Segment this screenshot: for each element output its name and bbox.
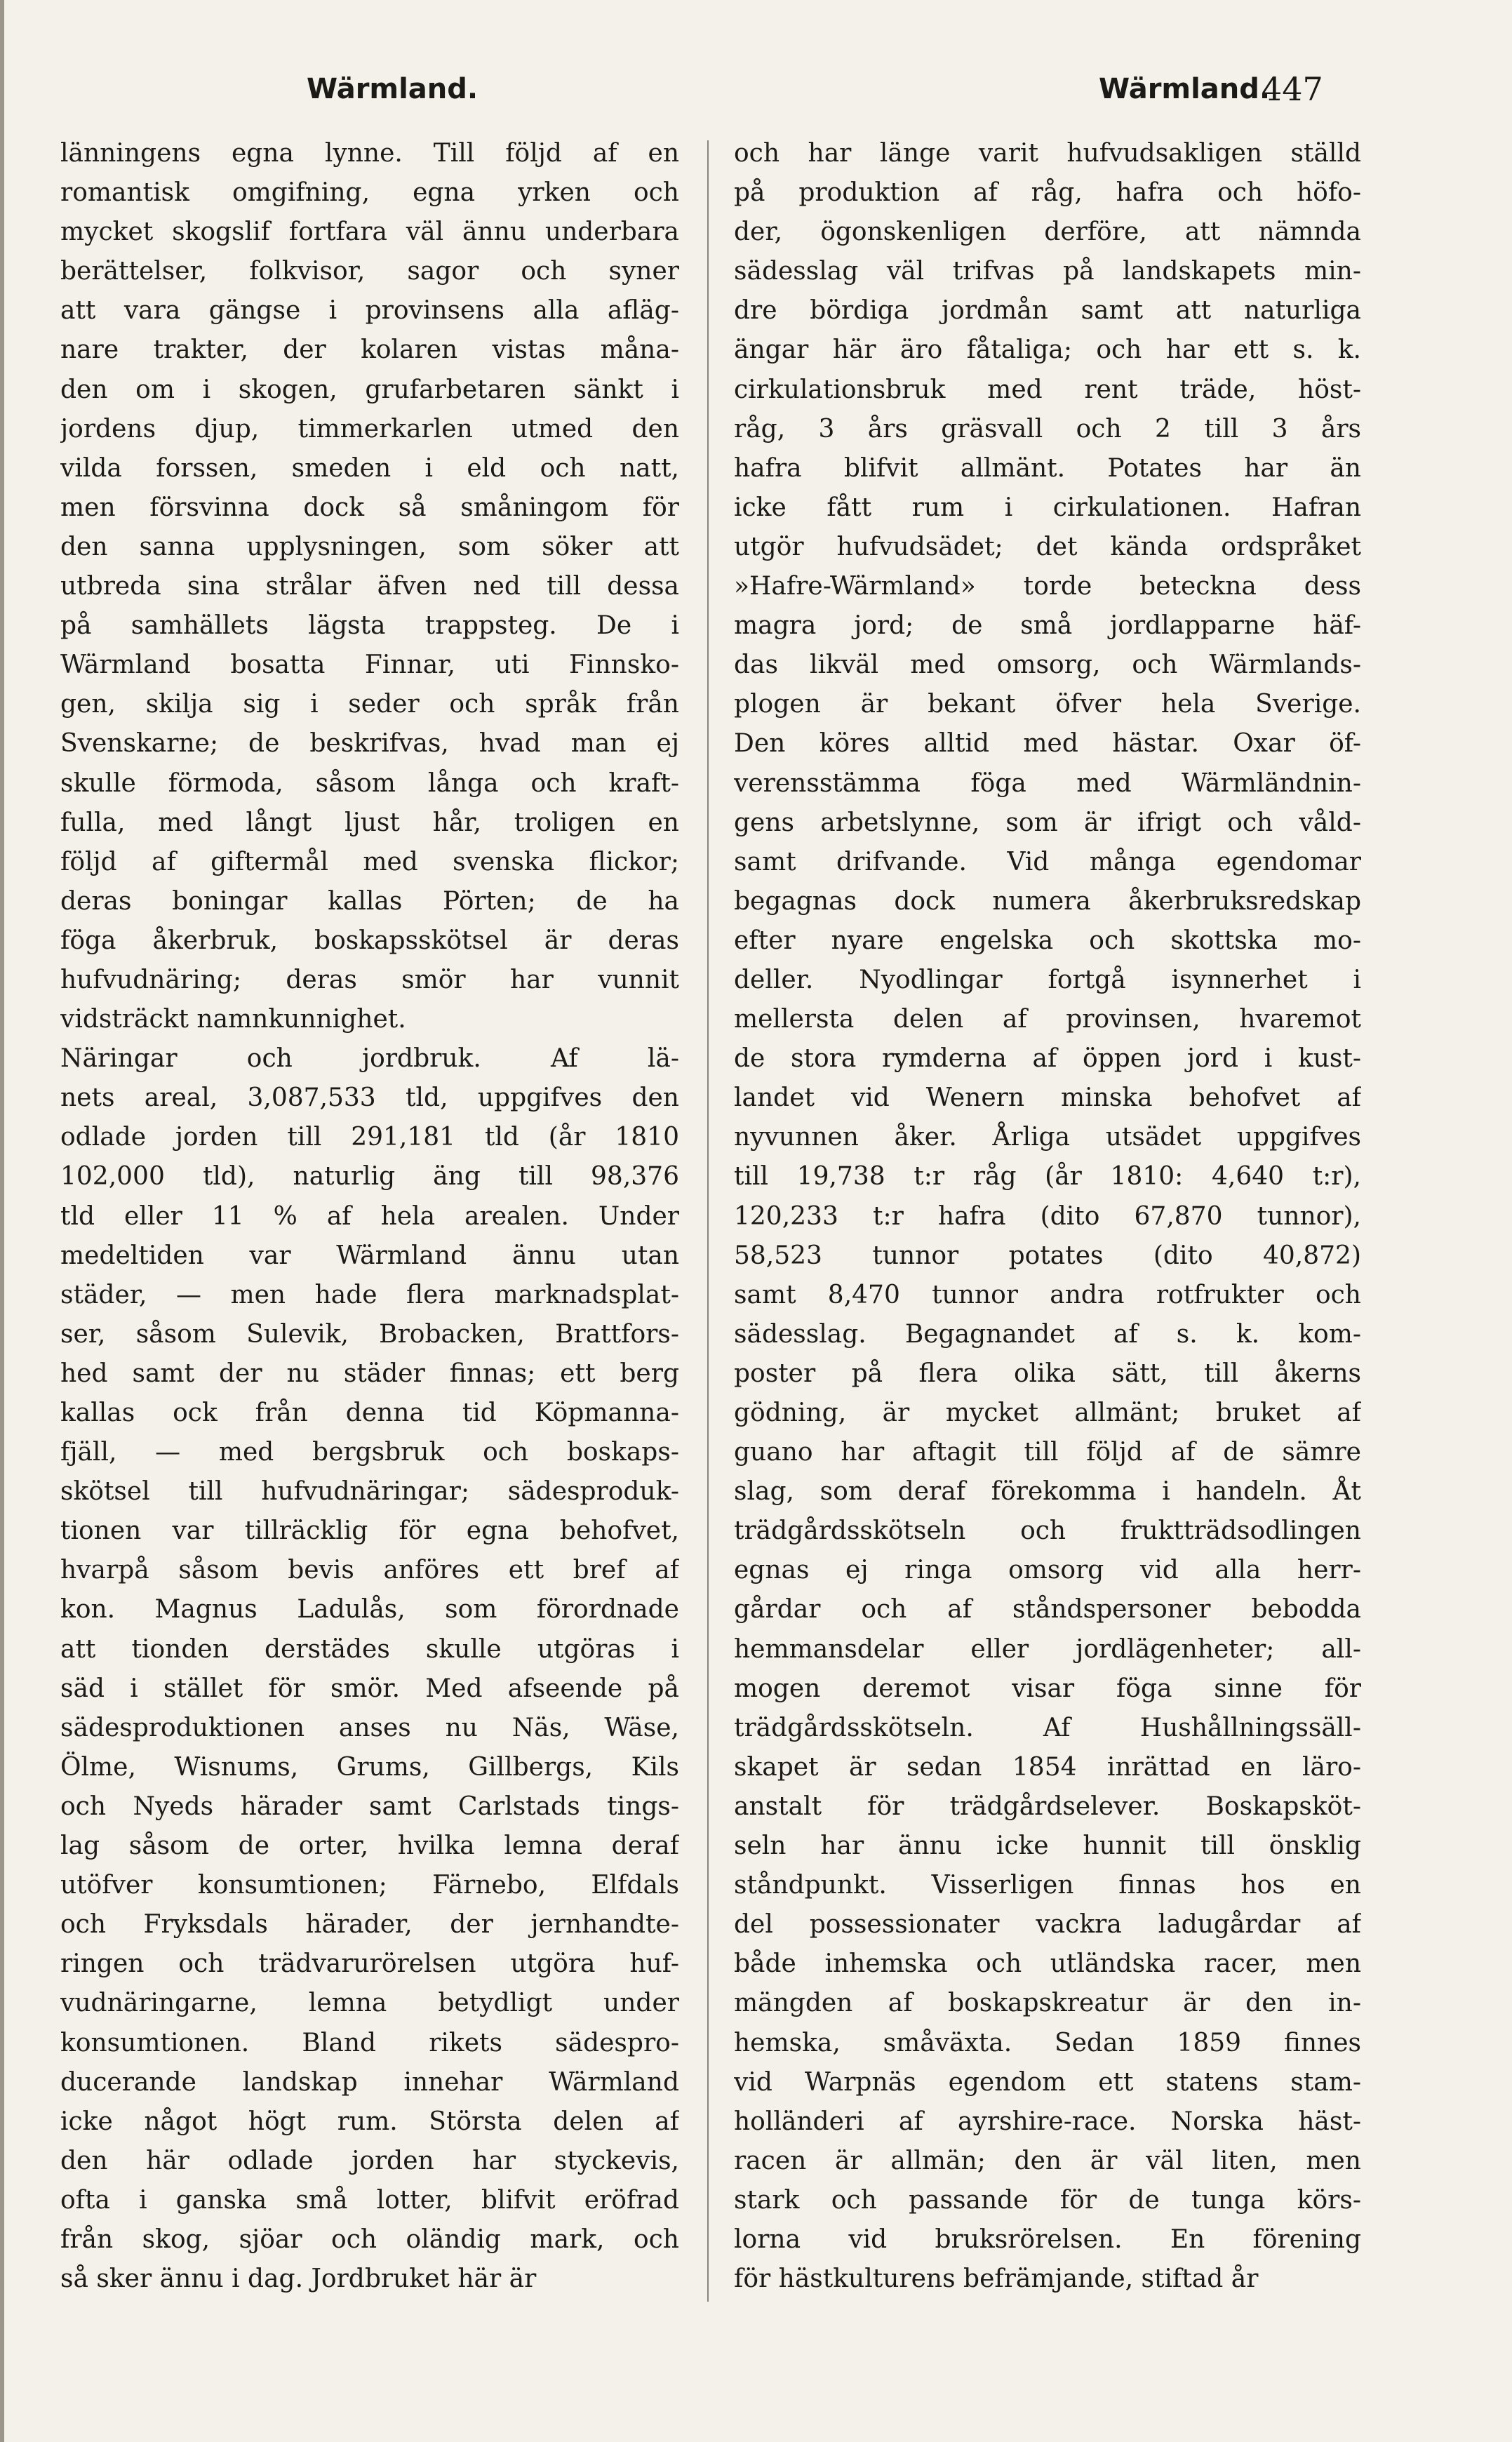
running-head-left: Wärmland. xyxy=(307,73,479,105)
text-line: begagnas dock numera åkerbruksredskap xyxy=(734,886,1361,916)
text-line: guano har aftagit till följd af de sämre xyxy=(734,1438,1361,1467)
text-line: nyvunnen åker. Årliga utsädet uppgifves xyxy=(734,1123,1361,1152)
text-line: och Fryksdals härader, der jernhandte- xyxy=(60,1910,679,1940)
text-line: ofta i ganska små lotter, blifvit eröfrad xyxy=(60,2185,679,2215)
text-line: ängar här äro fåtaliga; och har ett s. k. xyxy=(734,335,1361,365)
text-line: mogen deremot visar föga sinne för xyxy=(734,1674,1361,1703)
text-line: odlade jorden till 291,181 tld (år 1810 xyxy=(60,1123,679,1152)
text-line: gårdar och af ståndspersoner bebodda xyxy=(734,1595,1361,1624)
text-line: magra jord; de små jordlapparne häf- xyxy=(734,611,1361,641)
text-line: Näringar och jordbruk. Af lä- xyxy=(60,1044,679,1074)
text-line: Den köres alltid med hästar. Oxar öf- xyxy=(734,729,1361,759)
text-line: hafra blifvit allmänt. Potates har än xyxy=(734,453,1361,483)
text-line: gödning, är mycket allmänt; bruket af xyxy=(734,1399,1361,1427)
text-line: romantisk omgifning, egna yrken och xyxy=(60,178,679,208)
left-text-column xyxy=(60,134,679,2309)
text-line: säd i stället för smör. Med afseende på xyxy=(60,1674,679,1703)
text-line: hemmansdelar eller jordlägenheter; all- xyxy=(734,1634,1361,1664)
text-line: sädesslag väl trifvas på landskapets min- xyxy=(734,257,1361,286)
text-line: ducerande landskap innehar Wärmland xyxy=(60,2067,679,2097)
page-number: 447 xyxy=(1262,70,1323,108)
text-line: både inhemska och utländska racer, men xyxy=(734,1949,1361,1979)
text-line: så sker ännu i dag. Jordbruket här är xyxy=(60,2264,537,2294)
text-line: de stora rymderna af öppen jord i kust- xyxy=(734,1044,1361,1074)
text-line: till 19,738 t:r råg (år 1810: 4,640 t:r), xyxy=(734,1162,1361,1192)
text-line: den sanna upplysningen, som söker att xyxy=(60,532,679,561)
text-line: på samhällets lägsta trappsteg. De i xyxy=(60,611,679,641)
text-line: jordens djup, timmerkarlen utmed den xyxy=(60,414,679,443)
text-line: för hästkulturens befrämjande, stiftad år xyxy=(734,2264,1259,2294)
text-line: länningens egna lynne. Till följd af en xyxy=(60,139,679,168)
text-line: och Nyeds härader samt Carlstads tings- xyxy=(60,1792,679,1821)
text-line: tld eller 11 % af hela arealen. Under xyxy=(60,1201,679,1231)
text-line: hemska, småväxta. Sedan 1859 finnes xyxy=(734,2028,1361,2057)
text-line: skötsel till hufvudnäringar; sädesproduk- xyxy=(60,1477,679,1507)
text-line: fulla, med långt ljust hår, troligen en xyxy=(60,808,679,837)
text-line: der, ögonskenligen derföre, att nämnda xyxy=(734,218,1361,247)
page-edge-shadow xyxy=(0,0,4,2442)
text-line: del possessionater vackra ladugårdar af xyxy=(734,1910,1361,1940)
text-line: att vara gängse i provinsens alla afläg- xyxy=(60,296,679,326)
text-line: 120,233 t:r hafra (dito 67,870 tunnor), xyxy=(734,1201,1361,1231)
text-line: deras boningar kallas Pörten; de ha xyxy=(60,886,679,916)
text-line: »Hafre-Wärmland» torde beteckna dess xyxy=(734,572,1361,601)
text-line: poster på flera olika sätt, till åkerns xyxy=(734,1359,1361,1388)
text-line: anstalt för trädgårdselever. Boskapsköt- xyxy=(734,1792,1361,1821)
text-line: seln har ännu icke hunnit till önsklig xyxy=(734,1832,1361,1861)
text-line: ringen och trädvarurörelsen utgöra huf- xyxy=(60,1949,679,1979)
text-line: Svenskarne; de beskrifvas, hvad man ej xyxy=(60,729,679,759)
right-text-column xyxy=(734,134,1361,2309)
text-line: 58,523 tunnor potates (dito 40,872) xyxy=(734,1241,1361,1270)
text-line: utöfver konsumtionen; Färnebo, Elfdals xyxy=(60,1871,679,1900)
text-line: icke fått rum i cirkulationen. Hafran xyxy=(734,493,1361,522)
text-line: trädgårdsskötseln och fruktträdsodlingen xyxy=(734,1516,1361,1546)
text-line: hvarpå såsom bevis anföres ett bref af xyxy=(60,1556,679,1585)
running-head-right: Wärmland. xyxy=(1099,73,1271,105)
text-line: plogen är bekant öfver hela Sverige. xyxy=(734,690,1361,719)
text-line: vidsträckt namnkunnighet. xyxy=(60,1005,406,1034)
text-line: stark och passande för de tunga körs- xyxy=(734,2185,1361,2215)
text-line: mellersta delen af provinsen, hvaremot xyxy=(734,1005,1361,1034)
text-line: icke något högt rum. Största delen af xyxy=(60,2107,679,2136)
text-line: berättelser, folkvisor, sagor och syner xyxy=(60,257,679,286)
text-line: att tionden derstädes skulle utgöras i xyxy=(60,1634,679,1664)
text-line: trädgårdsskötseln. Af Hushållningssäll- xyxy=(734,1713,1361,1742)
text-line: gen, skilja sig i seder och språk från xyxy=(60,690,679,719)
text-line: racen är allmän; den är väl liten, men xyxy=(734,2146,1361,2175)
text-line: från skog, sjöar och oländig mark, och xyxy=(60,2224,679,2254)
text-line: ser, såsom Sulevik, Brobacken, Brattfors- xyxy=(60,1319,679,1349)
text-line: lorna vid bruksrörelsen. En förening xyxy=(734,2224,1361,2254)
text-line: deller. Nyodlingar fortgå isynnerhet i xyxy=(734,965,1361,994)
text-line: egnas ej ringa omsorg vid alla herr- xyxy=(734,1556,1361,1585)
text-line: och har länge varit hufvudsakligen ställd xyxy=(734,139,1361,168)
text-line: skapet är sedan 1854 inrättad en läro- xyxy=(734,1752,1361,1782)
text-line: gens arbetslynne, som är ifrigt och våld- xyxy=(734,808,1361,837)
text-line: sädesslag. Begagnandet af s. k. kom- xyxy=(734,1319,1361,1349)
column-divider xyxy=(707,140,709,2302)
text-line: Ölme, Wisnums, Grums, Gillbergs, Kils xyxy=(60,1752,679,1782)
text-line: den här odlade jorden har styckevis, xyxy=(60,2146,679,2175)
text-line: tionen var tillräcklig för egna behofvet, xyxy=(60,1516,679,1546)
text-line: mycket skogslif fortfara väl ännu underbara xyxy=(60,218,679,247)
text-line: mängden af boskapskreatur är den in- xyxy=(734,1989,1361,2018)
text-line: följd af giftermål med svenska flickor; xyxy=(60,847,679,876)
text-line: dre bördiga jordmån samt att naturliga xyxy=(734,296,1361,326)
text-line: holländeri af ayrshire-race. Norska häst- xyxy=(734,2107,1361,2136)
text-line: skulle förmoda, såsom långa och kraft- xyxy=(60,768,679,798)
text-line: kon. Magnus Ladulås, som förordnade xyxy=(60,1595,679,1624)
text-line: verensstämma föga med Wärmländnin- xyxy=(734,768,1361,798)
text-line: ståndpunkt. Visserligen finnas hos en xyxy=(734,1871,1361,1900)
text-line: nare trakter, der kolaren vistas måna- xyxy=(60,335,679,365)
text-line: cirkulationsbruk med rent träde, höst- xyxy=(734,375,1361,404)
text-line: landet vid Wenern minska behofvet af xyxy=(734,1083,1361,1113)
text-line: vid Warpnäs egendom ett statens stam- xyxy=(734,2067,1361,2097)
text-line: städer, — men hade flera marknadsplat- xyxy=(60,1280,679,1309)
text-line: kallas ock från denna tid Köpmanna- xyxy=(60,1399,679,1427)
text-line: samt 8,470 tunnor andra rotfrukter och xyxy=(734,1280,1361,1309)
text-line: föga åkerbruk, boskapsskötsel är deras xyxy=(60,926,679,955)
text-line: vudnäringarne, lemna betydligt under xyxy=(60,1989,679,2018)
text-line: konsumtionen. Bland rikets sädespro- xyxy=(60,2028,679,2057)
text-line: Wärmland bosatta Finnar, uti Finnsko- xyxy=(60,650,679,680)
text-line: utbreda sina strålar äfven ned till dessa xyxy=(60,572,679,601)
text-line: fjäll, — med bergsbruk och boskaps- xyxy=(60,1438,679,1467)
text-line: medeltiden var Wärmland ännu utan xyxy=(60,1241,679,1270)
text-line: 102,000 tld), naturlig äng till 98,376 xyxy=(60,1162,679,1192)
text-line: sädesproduktionen anses nu Näs, Wäse, xyxy=(60,1713,679,1742)
text-line: hed samt der nu städer finnas; ett berg xyxy=(60,1359,679,1388)
text-line: hufvudnäring; deras smör har vunnit xyxy=(60,965,679,994)
text-line: das likväl med omsorg, och Wärmlands- xyxy=(734,650,1361,680)
text-line: samt drifvande. Vid många egendomar xyxy=(734,847,1361,876)
text-line: men försvinna dock så småningom för xyxy=(60,493,679,522)
text-line: slag, som deraf förekomma i handeln. Åt xyxy=(734,1477,1361,1507)
text-line: utgör hufvudsädet; det kända ordspråket xyxy=(734,532,1361,561)
text-line: lag såsom de orter, hvilka lemna deraf xyxy=(60,1832,679,1861)
text-line: den om i skogen, grufarbetaren sänkt i xyxy=(60,375,679,404)
text-line: vilda forssen, smeden i eld och natt, xyxy=(60,453,679,483)
text-line: på produktion af råg, hafra och höfo- xyxy=(734,178,1361,208)
text-line: nets areal, 3,087,533 tld, uppgifves den xyxy=(60,1083,679,1113)
text-line: efter nyare engelska och skottska mo- xyxy=(734,926,1361,955)
text-line: råg, 3 års gräsvall och 2 till 3 års xyxy=(734,414,1361,443)
